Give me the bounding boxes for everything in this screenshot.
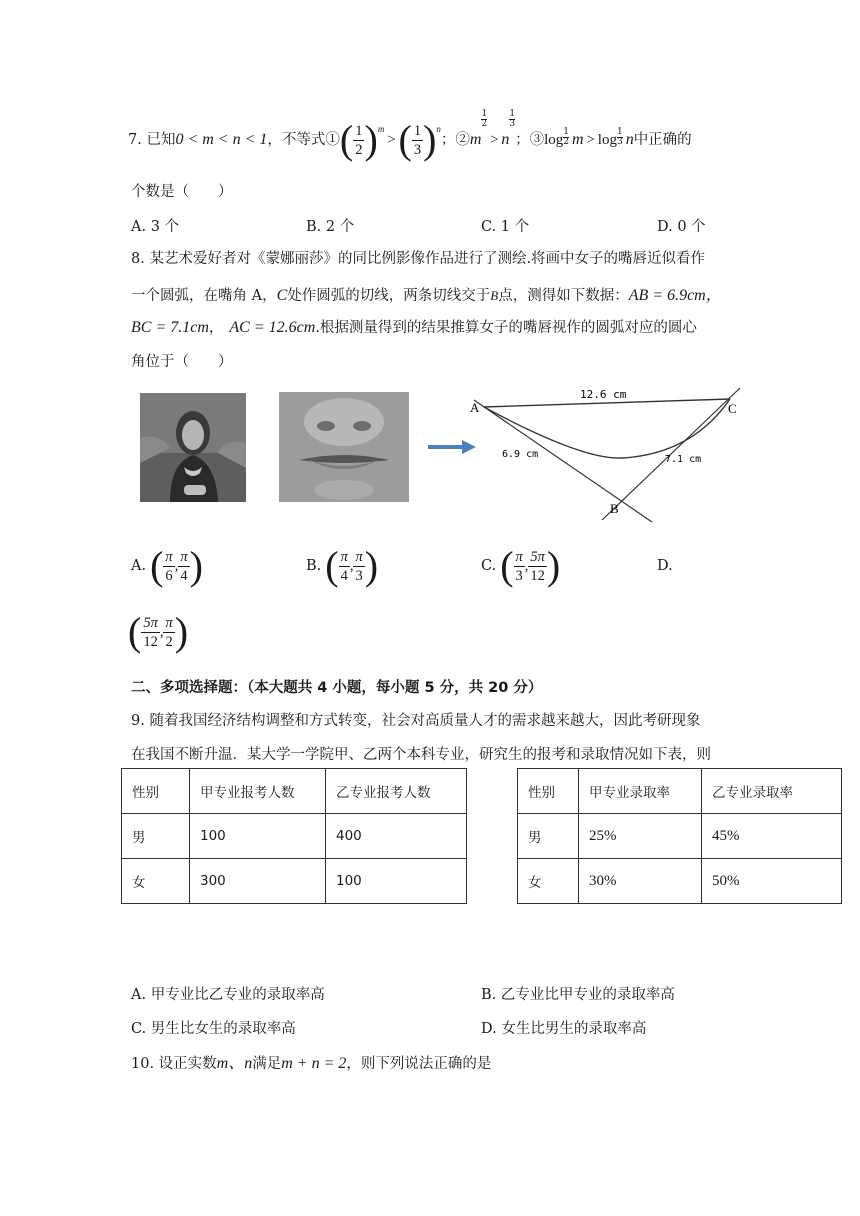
table-row: 男 100 400 [122, 814, 467, 859]
q7-suffix: 中正确的 [633, 132, 692, 148]
q7-frac-half: $\frac{1}{2}$ [355, 122, 363, 158]
label-point-c: C [728, 401, 737, 416]
q9-option-a: A. 甲专业比乙专业的录取率高 [131, 987, 325, 1003]
label-point-a: A [470, 400, 480, 415]
q8-line3: BC = 7.1cm， AC = 12.6cm.根据测量得到的结果推算女子的嘴唇视作的圆弧对应的圆心 [131, 319, 697, 336]
q7-mid: ，不等式① [267, 132, 340, 148]
q7-option-d: D. 0 个 [657, 219, 706, 235]
q9-line2: 在我国不断升温．某大学一学院甲、乙两个本科专业，研究生的报考和录取情况如下表，则 [131, 747, 711, 763]
q8-line1: 8. 某艺术爱好者对《蒙娜丽莎》的同比例影像作品进行了测绘.将画中女子的嘴唇近似看作 [131, 251, 706, 267]
q9-option-d: D. 女生比男生的录取率高 [481, 1021, 647, 1037]
q7-exp-half: $\frac{1}{2}$ [481, 109, 488, 129]
table-row: 女 300 100 [122, 859, 467, 904]
q9-option-b: B. 乙专业比甲专业的录取率高 [481, 987, 675, 1003]
label-bc: 7.1 cm [665, 454, 702, 465]
q7-exp-third: $\frac{1}{3}$ [509, 109, 516, 129]
q7-option-a: A. 3 个 [131, 219, 180, 235]
section-title: 二、多项选择题：（本大题共 4 小题，每小题 5 分，共 20 分） [131, 680, 543, 696]
mona-lisa-image [140, 393, 246, 502]
label-ac: 12.6 cm [580, 388, 627, 401]
q8-option-d-label: D. [657, 558, 673, 574]
table-header-row: 性别 甲专业报考人数 乙专业报考人数 [122, 769, 467, 814]
label-ab: 6.9 cm [502, 449, 539, 460]
q8-option-d: ( $\frac{5\pi}{12}$ , $\frac{\pi}{2}$ ) [128, 609, 189, 654]
q8-option-a: A. ( $\frac{\pi}{6}$ , $\frac{\pi}{4}$ ) [131, 543, 203, 588]
q9-table-admission-rates [517, 768, 842, 904]
q8-line4: 角位于（ ） [131, 354, 233, 370]
table-header-row: 性别 甲专业录取率 乙专业录取率 [518, 769, 842, 814]
q9-line1: 9. 随着我国经济结构调整和方式转变，社会对高质量人才的需求越来越大，因此考研现象 [131, 713, 701, 729]
q7-sep2: ；② [440, 132, 470, 148]
q8-option-b: B. ( $\frac{\pi}{4}$ , $\frac{\pi}{3}$ ) [306, 543, 379, 588]
q9-table-applicants [121, 768, 467, 904]
q7-option-c: C. 1 个 [481, 219, 530, 235]
q9-option-c: C. 男生比女生的录取率高 [131, 1021, 296, 1037]
lips-closeup-image [279, 392, 409, 502]
q8-option-c: C. ( $\frac{\pi}{3}$ , $\frac{5\pi}{12}$ ) [481, 543, 561, 588]
q7-prefix: 7. 已知 [128, 132, 176, 148]
tangent-diagram [462, 380, 762, 525]
table-row: 女 30% 50% [518, 859, 842, 904]
q7-frac-third: $\frac{1}{3}$ [413, 122, 422, 158]
q10-line1: 10. 设正实数m、n满足m + n = 2，则下列说法正确的是 [131, 1055, 492, 1072]
q7-sep3: ；③ [515, 132, 545, 148]
table-row: 男 25% 45% [518, 814, 842, 859]
q7-condition: 0 < m < n < 1 [175, 131, 268, 148]
q8-line2: 一个圆弧，在嘴角 A，C处作圆弧的切线，两条切线交于B点，测得如下数据：AB = 6.9cm， [131, 287, 722, 304]
q7-line2: 个数是（ ） [131, 184, 233, 200]
q7-line1: 7. 已知0 < m < n < 1，不等式①( $\frac{1}{2}$ )$^m$>( $\frac{1}{3}$ )$^n$；②m $\frac{1}{2}> n$ $\frac{1}{3}$；③log $\frac{1}{2}$ m > log $\frac{1}{3}$ n中正确的 [128, 109, 692, 162]
q7-option-b: B. 2 个 [306, 219, 355, 235]
label-point-b: B [610, 501, 619, 516]
